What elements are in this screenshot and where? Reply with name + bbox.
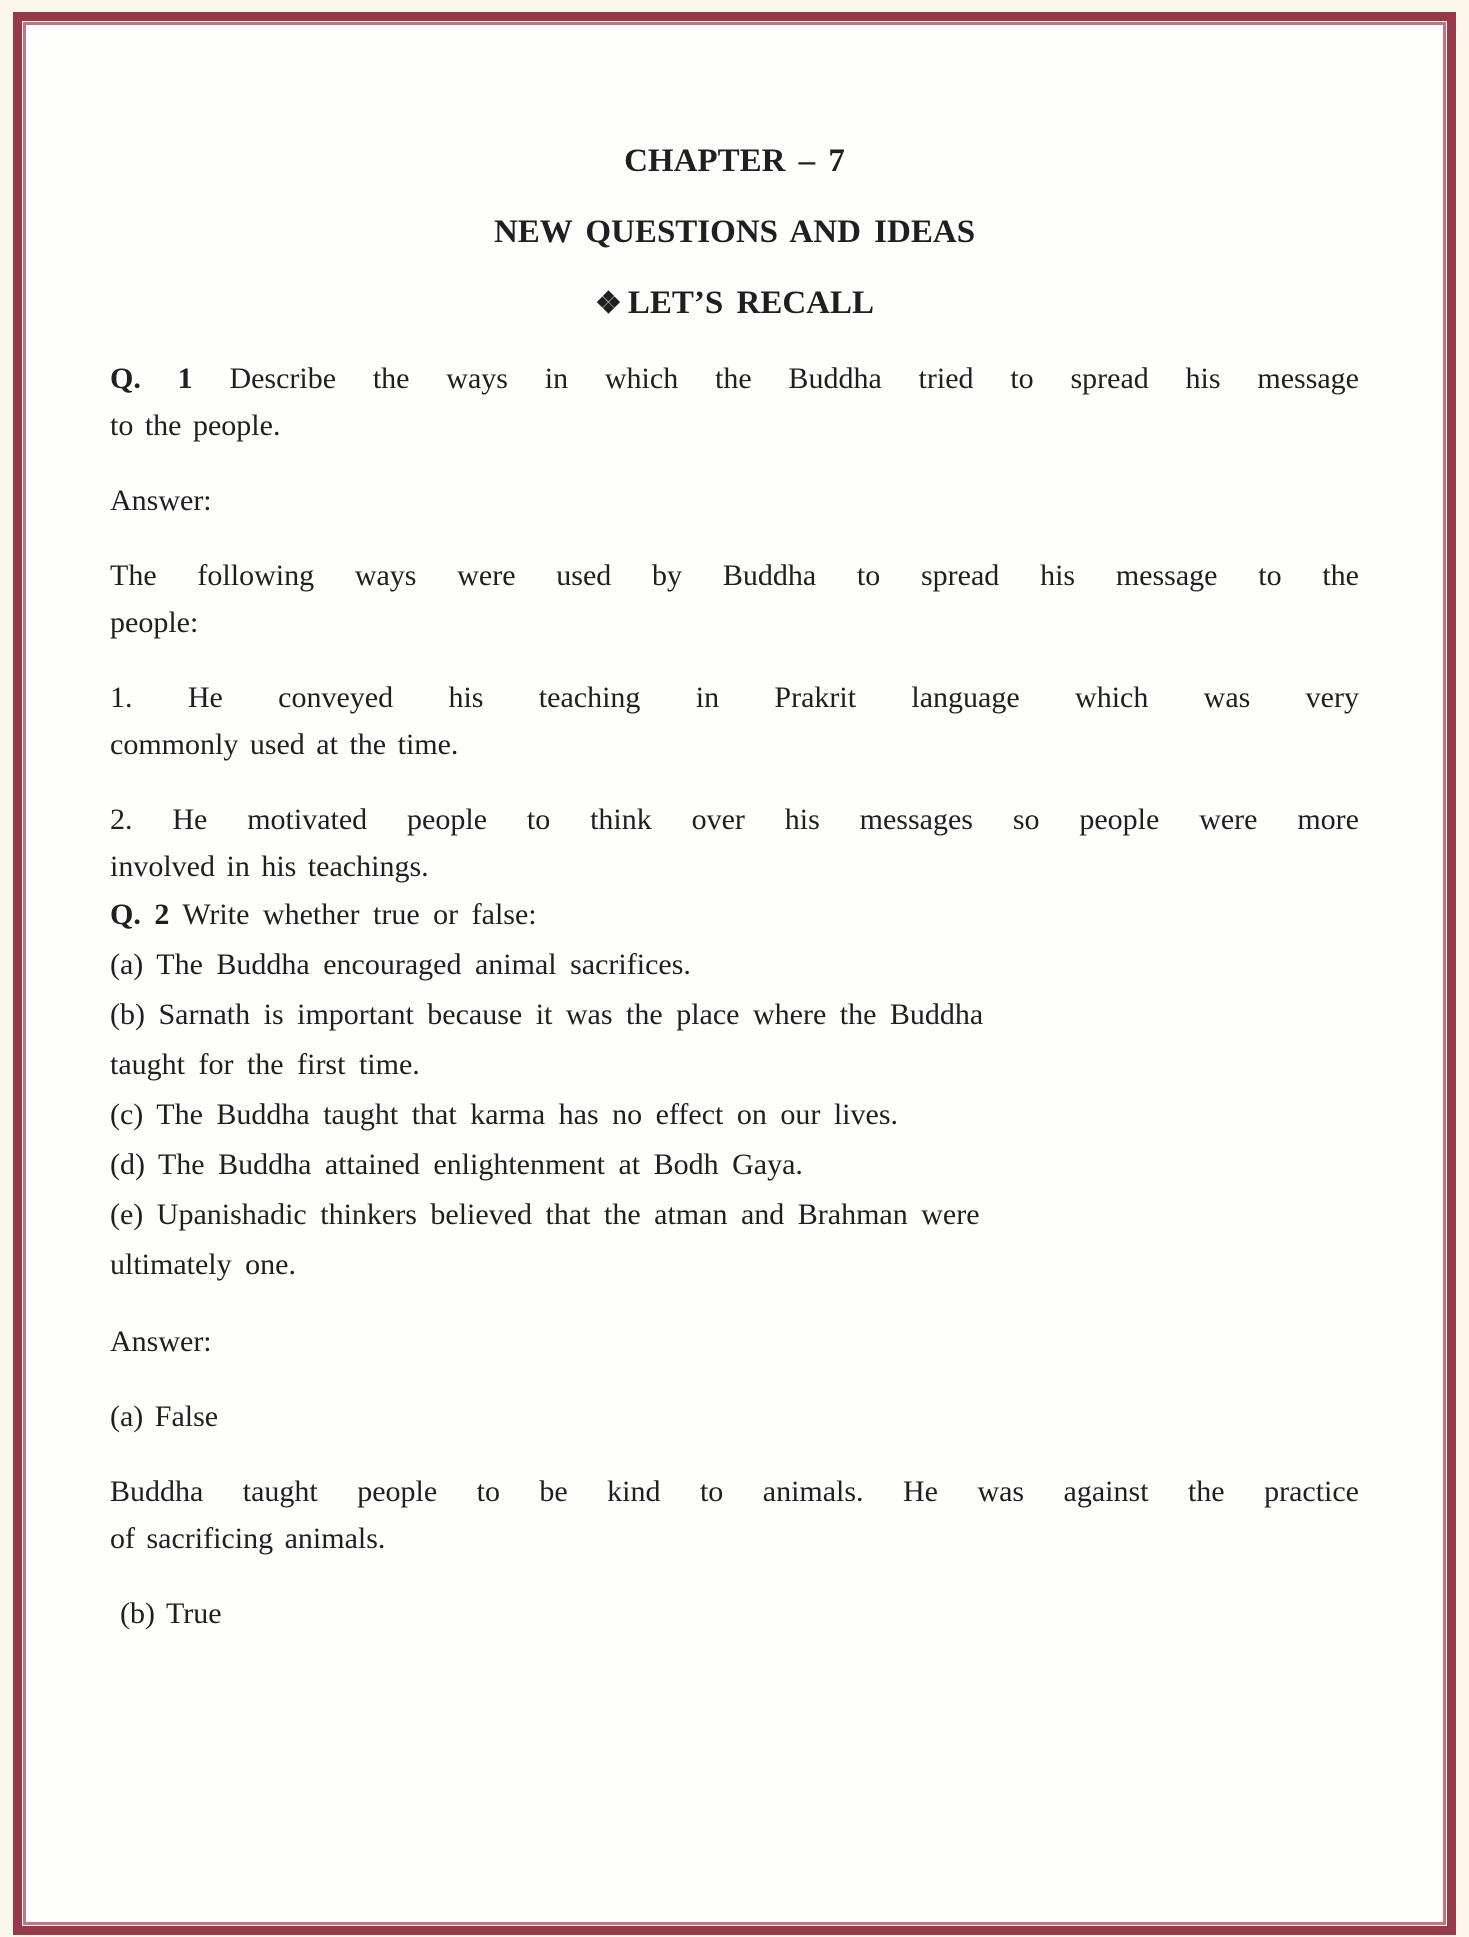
q2-item-a: (a) The Buddha encouraged animal sacrifices. — [110, 948, 691, 981]
q1-answer-point1-line1: 1. He conveyed his teaching in Prakrit language which was very — [110, 681, 1359, 714]
q2-question — [110, 890, 1359, 940]
q1-answer-intro-line2: people: — [110, 606, 199, 639]
q1-answer-point2-line2: involved in his teachings. — [110, 850, 429, 883]
q2-answer-a-label: (a) False — [110, 1400, 219, 1433]
q1-question-line2: to the people. — [110, 409, 281, 442]
page-border-outer — [13, 12, 1456, 1935]
page-border-inner — [23, 22, 1446, 1925]
q2-item-e-line2: ultimately one. — [110, 1248, 296, 1281]
q2-item-b-line1: (b) Sarnath is important because it was the place where the Buddha — [110, 998, 984, 1031]
q2-answer-a-line1: Buddha taught people to be kind to animals. He was against the practice — [110, 1475, 1359, 1508]
q2-answer-label: Answer: — [110, 1325, 212, 1358]
q1-question — [110, 355, 1359, 449]
q1-label: Q. 1 — [110, 362, 193, 395]
q2-label: Q. 2 — [110, 898, 170, 931]
q1-question-text: Describe the ways in which the Buddha tried to spread his message — [229, 362, 1359, 395]
q1-answer-intro-line1: The following ways were used by Buddha to spread his message to the — [110, 559, 1359, 592]
q2-item-e-line1: (e) Upanishadic thinkers believed that the atman and Brahman were — [110, 1198, 980, 1231]
chapter-heading: CHAPTER – 7 — [624, 143, 845, 179]
q1-answer-point2-line1: 2. He motivated people to think over his messages so people were more — [110, 803, 1359, 836]
q2-answer-b-label: (b) True — [120, 1597, 222, 1630]
q1-answer-point1 — [110, 674, 1359, 768]
q2-block — [110, 890, 1359, 1290]
diamond-bullet-icon: ❖ — [594, 287, 622, 320]
section-heading-label: LET’S RECALL — [627, 285, 875, 321]
q1-answer-point2 — [110, 796, 1359, 890]
section-heading — [110, 281, 1359, 326]
q2-item-b-line2: taught for the first time. — [110, 1048, 420, 1081]
chapter-title: NEW QUESTIONS AND IDEAS — [493, 214, 976, 250]
q2-answer-a-text — [110, 1468, 1359, 1562]
q1-answer-point1-line2: commonly used at the time. — [110, 728, 459, 761]
q2-answer-a-line2: of sacrificing animals. — [110, 1522, 386, 1555]
q1-question-line1 — [110, 355, 1359, 402]
q1-answer-label: Answer: — [110, 484, 212, 517]
page-content — [26, 25, 1443, 1637]
q2-question-text: Write whether true or false: — [182, 898, 537, 931]
q2-item-d: (d) The Buddha attained enlightenment at Bodh Gaya. — [110, 1148, 803, 1181]
q2-item-c: (c) The Buddha taught that karma has no effect on our lives. — [110, 1098, 899, 1131]
q1-answer-intro — [110, 552, 1359, 646]
